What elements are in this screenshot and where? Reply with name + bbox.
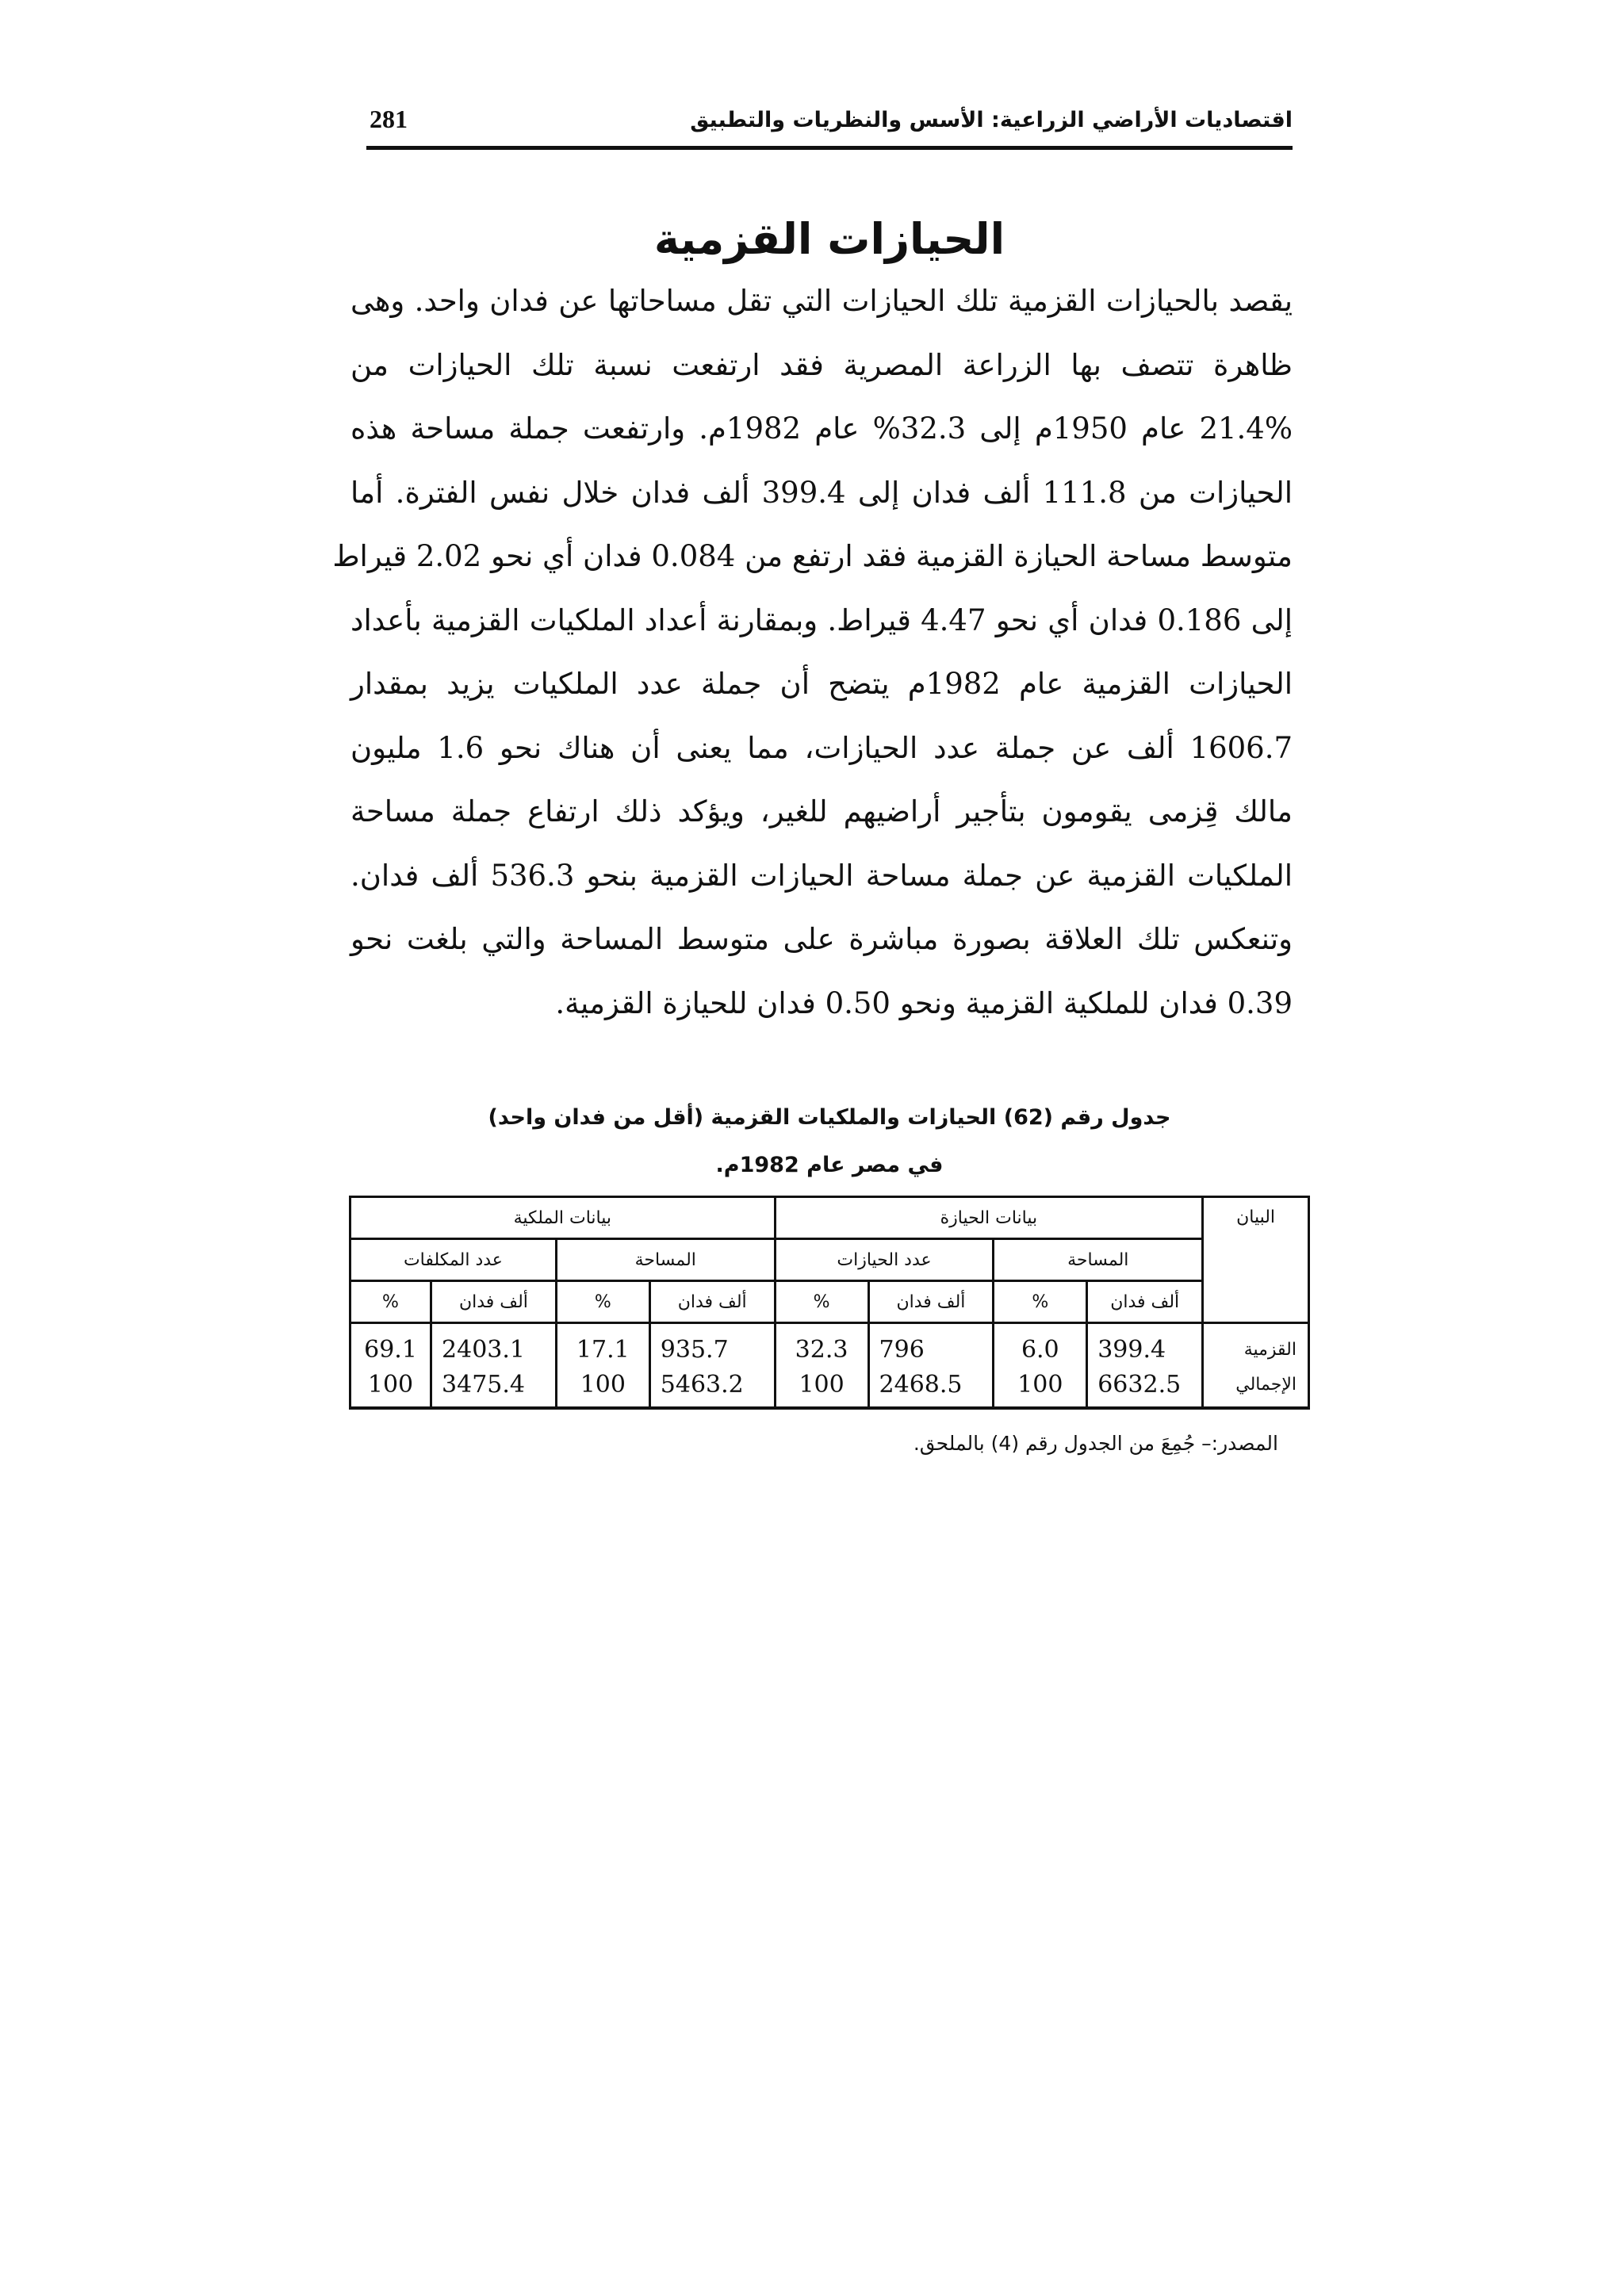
unit-header: ألف فدان	[431, 1281, 557, 1323]
corner-header: البيان	[1203, 1197, 1309, 1323]
table-cell: 100	[994, 1367, 1087, 1408]
book-title: اقتصاديات الأراضي الزراعية: الأسس والنظريات والتطبيق	[690, 108, 1293, 132]
table-cell: 399.4	[1087, 1323, 1203, 1368]
group-header-holdings: بيانات الحيازة	[775, 1197, 1203, 1239]
table-subheader-row	[350, 1239, 1309, 1281]
table-header-row	[350, 1197, 1309, 1239]
subheader-ownership-count: عدد المكلفات	[350, 1239, 557, 1281]
unit-header: %	[775, 1281, 868, 1323]
section-title: الحيازات القزمية	[653, 214, 1005, 264]
row-label: الإجمالي	[1203, 1367, 1309, 1408]
paragraph-line: الحيازات من 111.8 ألف فدان إلى 399.4 ألف فدان خلال نفس الفترة. أما	[350, 475, 1293, 510]
paragraph-line: إلى 0.186 فدان أي نحو 4.47 قيراط. وبمقارنة أعداد الملكيات القزمية بأعداد	[350, 603, 1293, 637]
paragraph-line: الحيازات القزمية عام 1982م يتضح أن جملة عدد الملكيات يزيد بمقدار	[350, 667, 1293, 701]
table-cell: 6.0	[994, 1323, 1087, 1368]
table-cell: 5463.2	[649, 1367, 775, 1408]
unit-header: ألف فدان	[1087, 1281, 1203, 1323]
unit-header: %	[350, 1281, 431, 1323]
row-label: القزمية	[1203, 1323, 1309, 1368]
table-caption: جدول رقم (62) الحيازات والملكيات القزمية (أقل من فدان واحد)	[488, 1105, 1171, 1130]
table-row	[350, 1323, 1309, 1368]
paragraph-line: 0.39 فدان للملكية القزمية ونحو 0.50 فدان للحيازة القزمية.	[555, 985, 1293, 1020]
table-caption-subtitle: في مصر عام 1982م.	[715, 1153, 944, 1177]
paragraph-line: الملكيات القزمية عن جملة مساحة الحيازات القزمية بنحو 536.3 ألف فدان.	[350, 858, 1293, 893]
table-cell: 100	[350, 1367, 431, 1408]
table-cell: 796	[868, 1323, 994, 1368]
subheader-holdings-area: المساحة	[994, 1239, 1203, 1281]
page-number: 281	[370, 105, 408, 133]
table-cell: 3475.4	[431, 1367, 557, 1408]
table-cell: 2468.5	[868, 1367, 994, 1408]
running-header	[366, 103, 1293, 150]
unit-header: ألف فدان	[868, 1281, 994, 1323]
table-cell: 17.1	[556, 1323, 649, 1368]
paragraph-line: 1606.7 ألف عن جملة عدد الحيازات، مما يعنى أن هناك نحو 1.6 مليون	[350, 730, 1293, 765]
table-unit-row	[350, 1281, 1309, 1323]
paragraph-line: ظاهرة تتصف بها الزراعة المصرية فقد ارتفعت نسبة تلك الحيازات من	[350, 347, 1293, 382]
table-cell: 2403.1	[431, 1323, 557, 1368]
subheader-holdings-count: عدد الحيازات	[775, 1239, 994, 1281]
paragraph-line: مالك قِزمى يقومون بتأجير أراضيهم للغير، ويؤكد ذلك ارتفاع جملة مساحة	[350, 794, 1293, 828]
paragraph-line: يقصد بالحيازات القزمية تلك الحيازات التي تقل مساحاتها عن فدان واحد. وهى	[350, 284, 1293, 318]
paragraph-line: وتنعكس تلك العلاقة بصورة مباشرة على متوسط المساحة والتي بلغت نحو	[350, 922, 1293, 956]
table-cell: 935.7	[649, 1323, 775, 1368]
unit-header: %	[556, 1281, 649, 1323]
table-cell: 6632.5	[1087, 1367, 1203, 1408]
unit-header: %	[994, 1281, 1087, 1323]
holdings-table	[349, 1196, 1310, 1410]
table-cell: 100	[775, 1367, 868, 1408]
subheader-ownership-area: المساحة	[556, 1239, 775, 1281]
table-cell: 100	[556, 1367, 649, 1408]
table-row	[350, 1367, 1309, 1408]
paragraph-line: 21.4% عام 1950م إلى 32.3% عام 1982م. وارتفعت جملة مساحة هذه	[350, 411, 1293, 446]
unit-header: ألف فدان	[649, 1281, 775, 1323]
body-paragraph	[332, 270, 1293, 1035]
group-header-ownership: بيانات الملكية	[350, 1197, 776, 1239]
table-cell: 32.3	[775, 1323, 868, 1368]
table-source-note: المصدر:– جُمِعَ من الجدول رقم (4) بالملحق.	[913, 1432, 1278, 1455]
table-cell: 69.1	[350, 1323, 431, 1368]
paragraph-line: متوسط مساحة الحيازة القزمية فقد ارتفع من 0.084 فدان أي نحو 2.02 قيراط	[332, 539, 1293, 573]
